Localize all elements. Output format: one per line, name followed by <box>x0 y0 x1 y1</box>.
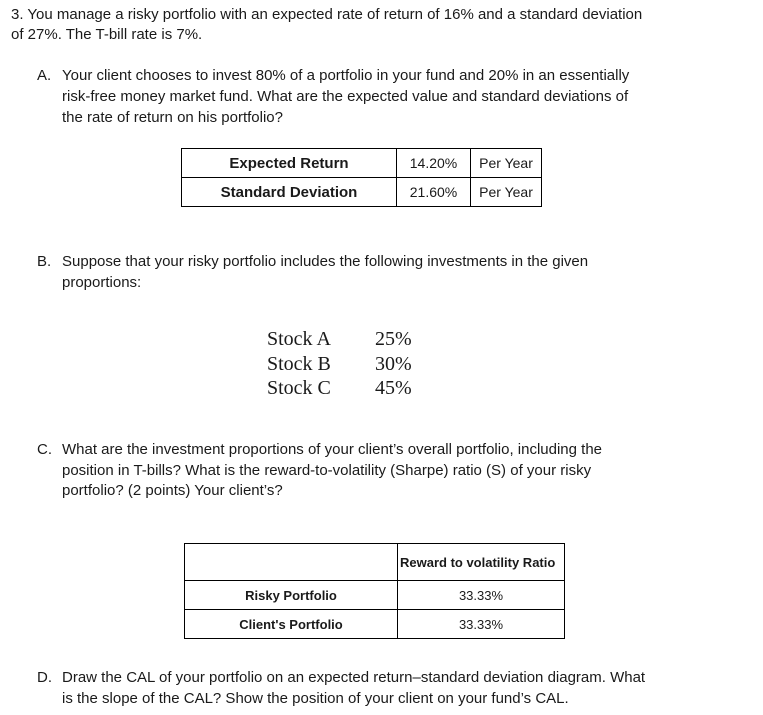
part-c-line-1: What are the investment proportions of your client’s overall portfolio, including the <box>62 441 603 458</box>
table-row <box>182 178 542 207</box>
sharpe-ratio-table <box>184 543 565 639</box>
part-b-marker: B. <box>37 253 52 270</box>
expected-return-unit: Per Year <box>471 149 542 178</box>
stock-c-name: Stock C <box>267 377 331 399</box>
expected-return-value: 14.20% <box>397 149 471 178</box>
part-c-line-2: position in T-bills? What is the reward-to-volatility (Sharpe) ratio (S) of your risky <box>62 462 592 479</box>
stock-b-weight: 30% <box>375 353 412 375</box>
std-dev-value: 21.60% <box>397 178 471 207</box>
client-portfolio-ratio: 33.33% <box>398 610 565 639</box>
part-a-line-2: risk-free money market fund. What are the expected value and standard deviations of <box>62 88 629 105</box>
stock-a-name: Stock A <box>267 328 331 350</box>
part-a-line-3: the rate of return on his portfolio? <box>62 109 283 126</box>
part-b-line-2: proportions: <box>62 274 142 291</box>
table-row <box>185 610 565 639</box>
part-a-line-1: Your client chooses to invest 80% of a portfolio in your fund and 20% in an essentially <box>62 67 630 84</box>
empty-header-cell <box>185 544 398 581</box>
return-stats-table <box>181 148 542 207</box>
stock-c-weight: 45% <box>375 377 412 399</box>
part-c-line-3: portfolio? (2 points) Your client’s? <box>62 482 283 499</box>
question-line-1: 3. You manage a risky portfolio with an expected rate of return of 16% and a standard deviation <box>11 6 643 23</box>
part-a-marker: A. <box>37 67 52 84</box>
table-row <box>182 149 542 178</box>
sharpe-header: Reward to volatility Ratio <box>398 544 565 581</box>
part-d-line-1: Draw the CAL of your portfolio on an expected return–standard deviation diagram. What <box>62 669 646 686</box>
part-c-marker: C. <box>37 441 52 458</box>
stock-a-weight: 25% <box>375 328 412 350</box>
table-row <box>185 581 565 610</box>
stock-b-name: Stock B <box>267 353 331 375</box>
client-portfolio-label: Client's Portfolio <box>185 610 398 639</box>
std-dev-unit: Per Year <box>471 178 542 207</box>
expected-return-label: Expected Return <box>182 149 397 178</box>
part-b-line-1: Suppose that your risky portfolio includes the following investments in the given <box>62 253 589 270</box>
risky-portfolio-ratio: 33.33% <box>398 581 565 610</box>
table-row <box>185 544 565 581</box>
std-dev-label: Standard Deviation <box>182 178 397 207</box>
part-d-line-2: is the slope of the CAL? Show the position of your client on your fund’s CAL. <box>62 690 569 707</box>
risky-portfolio-label: Risky Portfolio <box>185 581 398 610</box>
part-d-marker: D. <box>37 669 52 686</box>
question-line-2: of 27%. The T-bill rate is 7%. <box>11 26 203 43</box>
